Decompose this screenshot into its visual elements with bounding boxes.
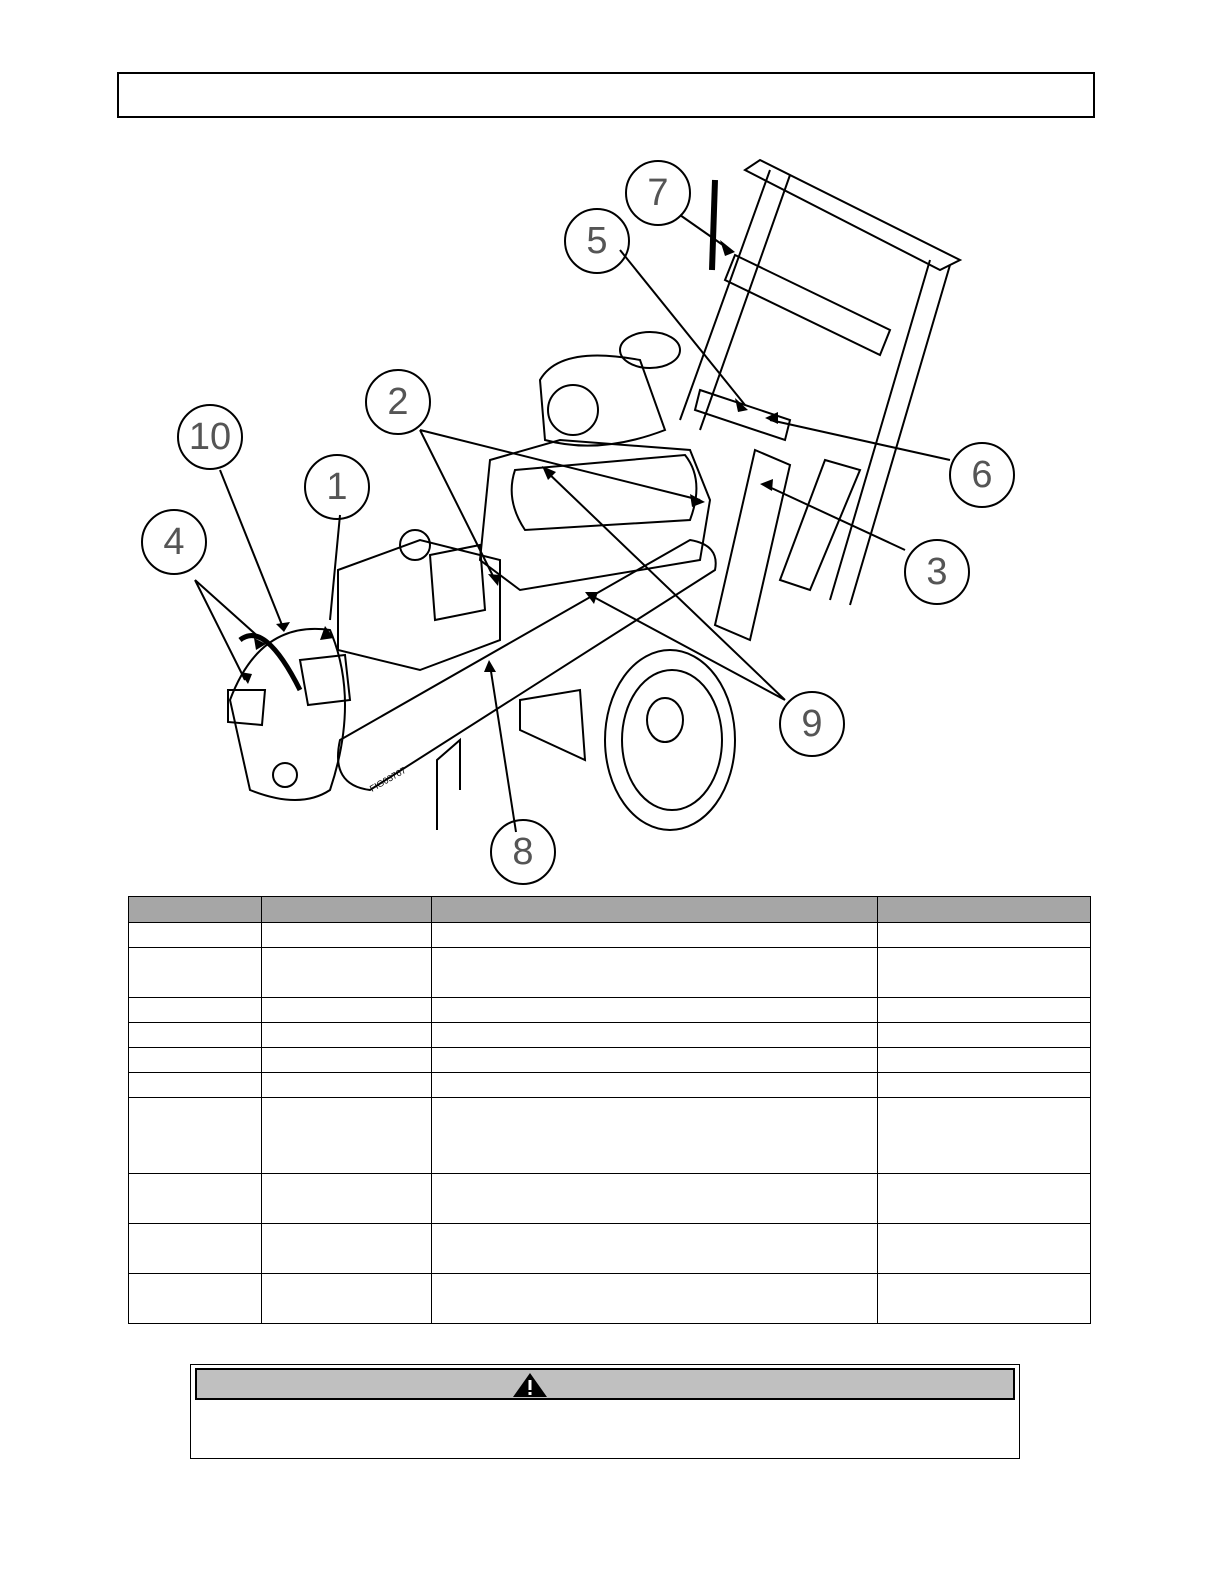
table-cell xyxy=(432,948,878,998)
table-cell xyxy=(432,1098,878,1174)
cutter-hub xyxy=(273,763,297,787)
table-cell xyxy=(129,1073,262,1098)
air-cleaner xyxy=(548,385,598,435)
table-cell xyxy=(262,1098,432,1174)
stand-leg xyxy=(437,740,460,830)
table-header-row xyxy=(129,897,1091,923)
table-cell xyxy=(878,1224,1091,1274)
belt-guard xyxy=(338,540,716,790)
table-header-cell xyxy=(129,897,262,923)
leader-6 xyxy=(770,420,950,460)
table-header-cell xyxy=(878,897,1091,923)
tank-bracket xyxy=(430,545,485,620)
table-cell xyxy=(878,923,1091,948)
table-cell xyxy=(432,1224,878,1274)
table-cell xyxy=(129,923,262,948)
table-cell xyxy=(129,998,262,1023)
table-cell xyxy=(262,923,432,948)
table-cell xyxy=(878,1098,1091,1174)
cutter-guard xyxy=(230,629,345,800)
warning-triangle-icon xyxy=(512,1372,548,1398)
callout-5: 5 xyxy=(586,220,608,262)
table-cell xyxy=(878,1274,1091,1324)
table-cell xyxy=(129,1048,262,1073)
leader-5 xyxy=(620,250,745,405)
callout-7: 7 xyxy=(647,172,669,214)
handle-left-rail xyxy=(680,170,790,430)
table-row xyxy=(129,1098,1091,1174)
figure-id-label: FIG03767 xyxy=(368,765,408,794)
table-row xyxy=(129,1174,1091,1224)
air-filter-cap xyxy=(620,332,680,368)
leader-4 xyxy=(195,580,262,680)
table-cell xyxy=(129,948,262,998)
table-row xyxy=(129,923,1091,948)
table-row xyxy=(129,1048,1091,1073)
table-header-cell xyxy=(262,897,432,923)
table-cell xyxy=(432,923,878,948)
table-cell xyxy=(262,998,432,1023)
handle-top-bar xyxy=(745,160,960,270)
table-cell xyxy=(262,1224,432,1274)
table-cell xyxy=(262,1174,432,1224)
table-row xyxy=(129,1224,1091,1274)
table-cell xyxy=(262,1048,432,1073)
table-cell xyxy=(432,1023,878,1048)
leader-9 xyxy=(545,470,785,700)
table-cell xyxy=(262,1274,432,1324)
battery-box xyxy=(780,460,860,590)
callout-4: 4 xyxy=(163,521,185,563)
callout-8: 8 xyxy=(512,831,534,873)
table-cell xyxy=(878,1048,1091,1073)
table-cell xyxy=(878,1073,1091,1098)
table-header-cell xyxy=(432,897,878,923)
table-cell xyxy=(878,998,1091,1023)
stump-grinder-figure xyxy=(0,140,1224,900)
table-cell xyxy=(129,1174,262,1224)
table-cell xyxy=(262,1023,432,1048)
table-row xyxy=(129,1073,1091,1098)
table-cell xyxy=(129,1023,262,1048)
warning-box xyxy=(190,1364,1020,1459)
page-title-box xyxy=(117,72,1095,118)
callout-3: 3 xyxy=(926,551,948,593)
table-cell xyxy=(432,1274,878,1324)
table-row xyxy=(129,998,1091,1023)
leader-3 xyxy=(765,485,905,550)
table-cell xyxy=(878,1023,1091,1048)
wheel-tire xyxy=(605,650,735,830)
callout-2: 2 xyxy=(387,381,409,423)
table-cell xyxy=(262,1073,432,1098)
table-cell xyxy=(878,1174,1091,1224)
throttle-lever xyxy=(712,180,715,270)
table-cell xyxy=(432,1073,878,1098)
table-row xyxy=(129,1274,1091,1324)
table-cell xyxy=(432,1174,878,1224)
callout-9: 9 xyxy=(801,703,823,745)
engine-housing xyxy=(540,356,665,446)
leader-10 xyxy=(220,470,282,625)
callout-10: 10 xyxy=(188,416,232,458)
table-cell xyxy=(262,948,432,998)
table-cell xyxy=(129,1224,262,1274)
table-cell xyxy=(129,1098,262,1174)
table-row xyxy=(129,948,1091,998)
table-cell xyxy=(432,998,878,1023)
frame-plate xyxy=(520,690,585,760)
table-row xyxy=(129,1023,1091,1048)
control-panel xyxy=(725,255,890,355)
warning-text xyxy=(201,1409,1009,1452)
warning-header xyxy=(195,1368,1015,1400)
decal-table xyxy=(128,896,1091,1324)
callout-6: 6 xyxy=(971,454,993,496)
table-cell xyxy=(432,1048,878,1073)
wheel-hub xyxy=(647,698,683,742)
table-cell xyxy=(878,948,1091,998)
lift-arm xyxy=(715,450,790,640)
leader-8 xyxy=(490,665,516,832)
table-cell xyxy=(129,1274,262,1324)
callout-1: 1 xyxy=(326,466,348,508)
